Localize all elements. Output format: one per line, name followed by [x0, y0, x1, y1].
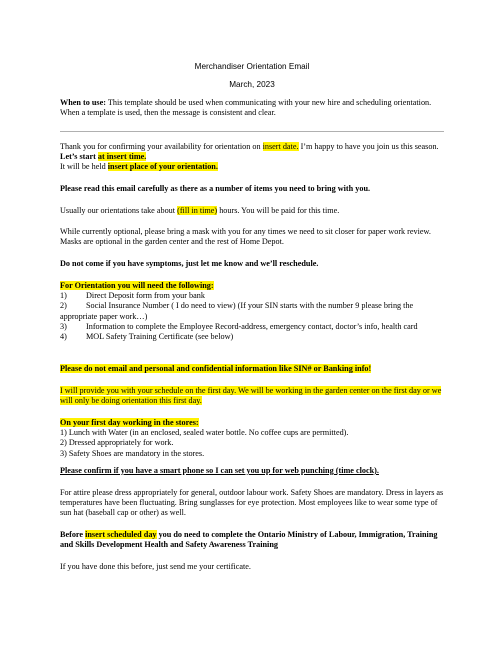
- first-day-header: On your first day working in the stores:: [60, 418, 199, 427]
- list-item: 3) Information to complete the Employee Record-address, emergency contact, doctor’s info, health card: [60, 321, 418, 331]
- safety-training-paragraph: [60, 530, 444, 550]
- list-item: 4) MOL Safety Training Certificate (see below): [60, 332, 234, 342]
- intro-held-text: It will be held: [60, 162, 108, 172]
- smart-phone-text: Please confirm if you have a smart phone so I can set you up for web punching (time clock).: [60, 466, 379, 475]
- schedule-text: I will provide you with your schedule on the first day. We will be working in the garden center on the first day or we will only be doing orientation this first day.: [60, 386, 442, 406]
- safety-training-text-2: you do need to complete the Ontario Ministry of Labour, Immigration, Training and Skills Development Health and Safety Awareness Training: [60, 530, 438, 550]
- read-carefully-text: Please read this email carefully as there as a number of items you need to bring with you.: [60, 184, 371, 193]
- list-item: 2) Social Insurance Number ( I do need to view) (If your SIN starts with the number 9 please bring the appropriate paper work…): [60, 301, 414, 321]
- certificate-paragraph: If you have done this before, just send me your certificate.: [60, 562, 251, 571]
- list-item: 3) Safety Shoes are mandatory in the stores.: [60, 448, 205, 458]
- list-item: 1) Lunch with Water (in an enclosed, sealed water bottle. No coffee cups are permitted).: [60, 428, 349, 438]
- divider: [60, 131, 444, 132]
- privacy-warning-paragraph: [60, 364, 444, 374]
- attire-paragraph: For attire please dress appropriately for general, outdoor labour work. Safety Shoes are mandatory. Dress in layers as temperatures have been fluctuating. Bring sunglasses for eye protection. Most employees like to wear some type of sun hat (baseball cap or other) as well.: [60, 488, 444, 518]
- orientation-needs-header: For Orientation you will need the following:: [60, 281, 214, 290]
- insert-place-placeholder: insert place of your orientation.: [107, 162, 218, 172]
- insert-date-placeholder: insert date.: [262, 142, 299, 151]
- doc-title: Merchandiser Orientation Email: [194, 62, 310, 71]
- schedule-paragraph: [60, 386, 444, 406]
- intro-start-label: Let’s start: [60, 152, 98, 162]
- orientation-needs-list: [60, 281, 444, 342]
- fill-in-time-placeholder: (fill in time): [177, 206, 218, 215]
- mask-paragraph: While currently optional, please bring a mask with you for any times we need to sit closer for paper work review. Masks are optional in the garden center and the rest of Home Depot.: [60, 227, 431, 247]
- orientation-time-text-2: hours. You will be paid for this time.: [217, 206, 340, 215]
- when-to-use-text: This template should be used when communicating with your new hire and scheduling orientation. When a template is used, then the message is consistent and clear.: [60, 98, 432, 118]
- list-item: 1) Direct Deposit form from your bank: [60, 291, 205, 301]
- orientation-time-text-1: Usually our orientations take about: [60, 206, 178, 215]
- privacy-warning-text: Please do not email and personal and confidential information like SIN# or Banking info!: [60, 364, 372, 373]
- when-to-use-label: When to use:: [60, 98, 106, 107]
- when-to-use-paragraph: [60, 98, 444, 118]
- safety-training-text-1: Before: [60, 530, 86, 539]
- list-item: 2) Dressed appropriately for work.: [60, 438, 174, 448]
- intro-text-1: Thank you for confirming your availability for orientation on: [60, 142, 263, 151]
- insert-time-placeholder: at insert time.: [97, 152, 147, 162]
- symptoms-paragraph: [60, 259, 444, 269]
- intro-paragraph: [60, 142, 444, 173]
- insert-scheduled-day-placeholder: insert scheduled day: [85, 530, 157, 539]
- orientation-time-paragraph: [60, 206, 444, 216]
- doc-date: March, 2023: [229, 80, 275, 89]
- symptoms-text: Do not come if you have symptoms, just let me know and we’ll reschedule.: [60, 259, 319, 268]
- read-carefully-paragraph: [60, 184, 444, 194]
- smart-phone-paragraph: [60, 466, 444, 476]
- first-day-list: [60, 418, 444, 459]
- intro-text-2: I’m happy to have you join us this season.: [298, 142, 439, 151]
